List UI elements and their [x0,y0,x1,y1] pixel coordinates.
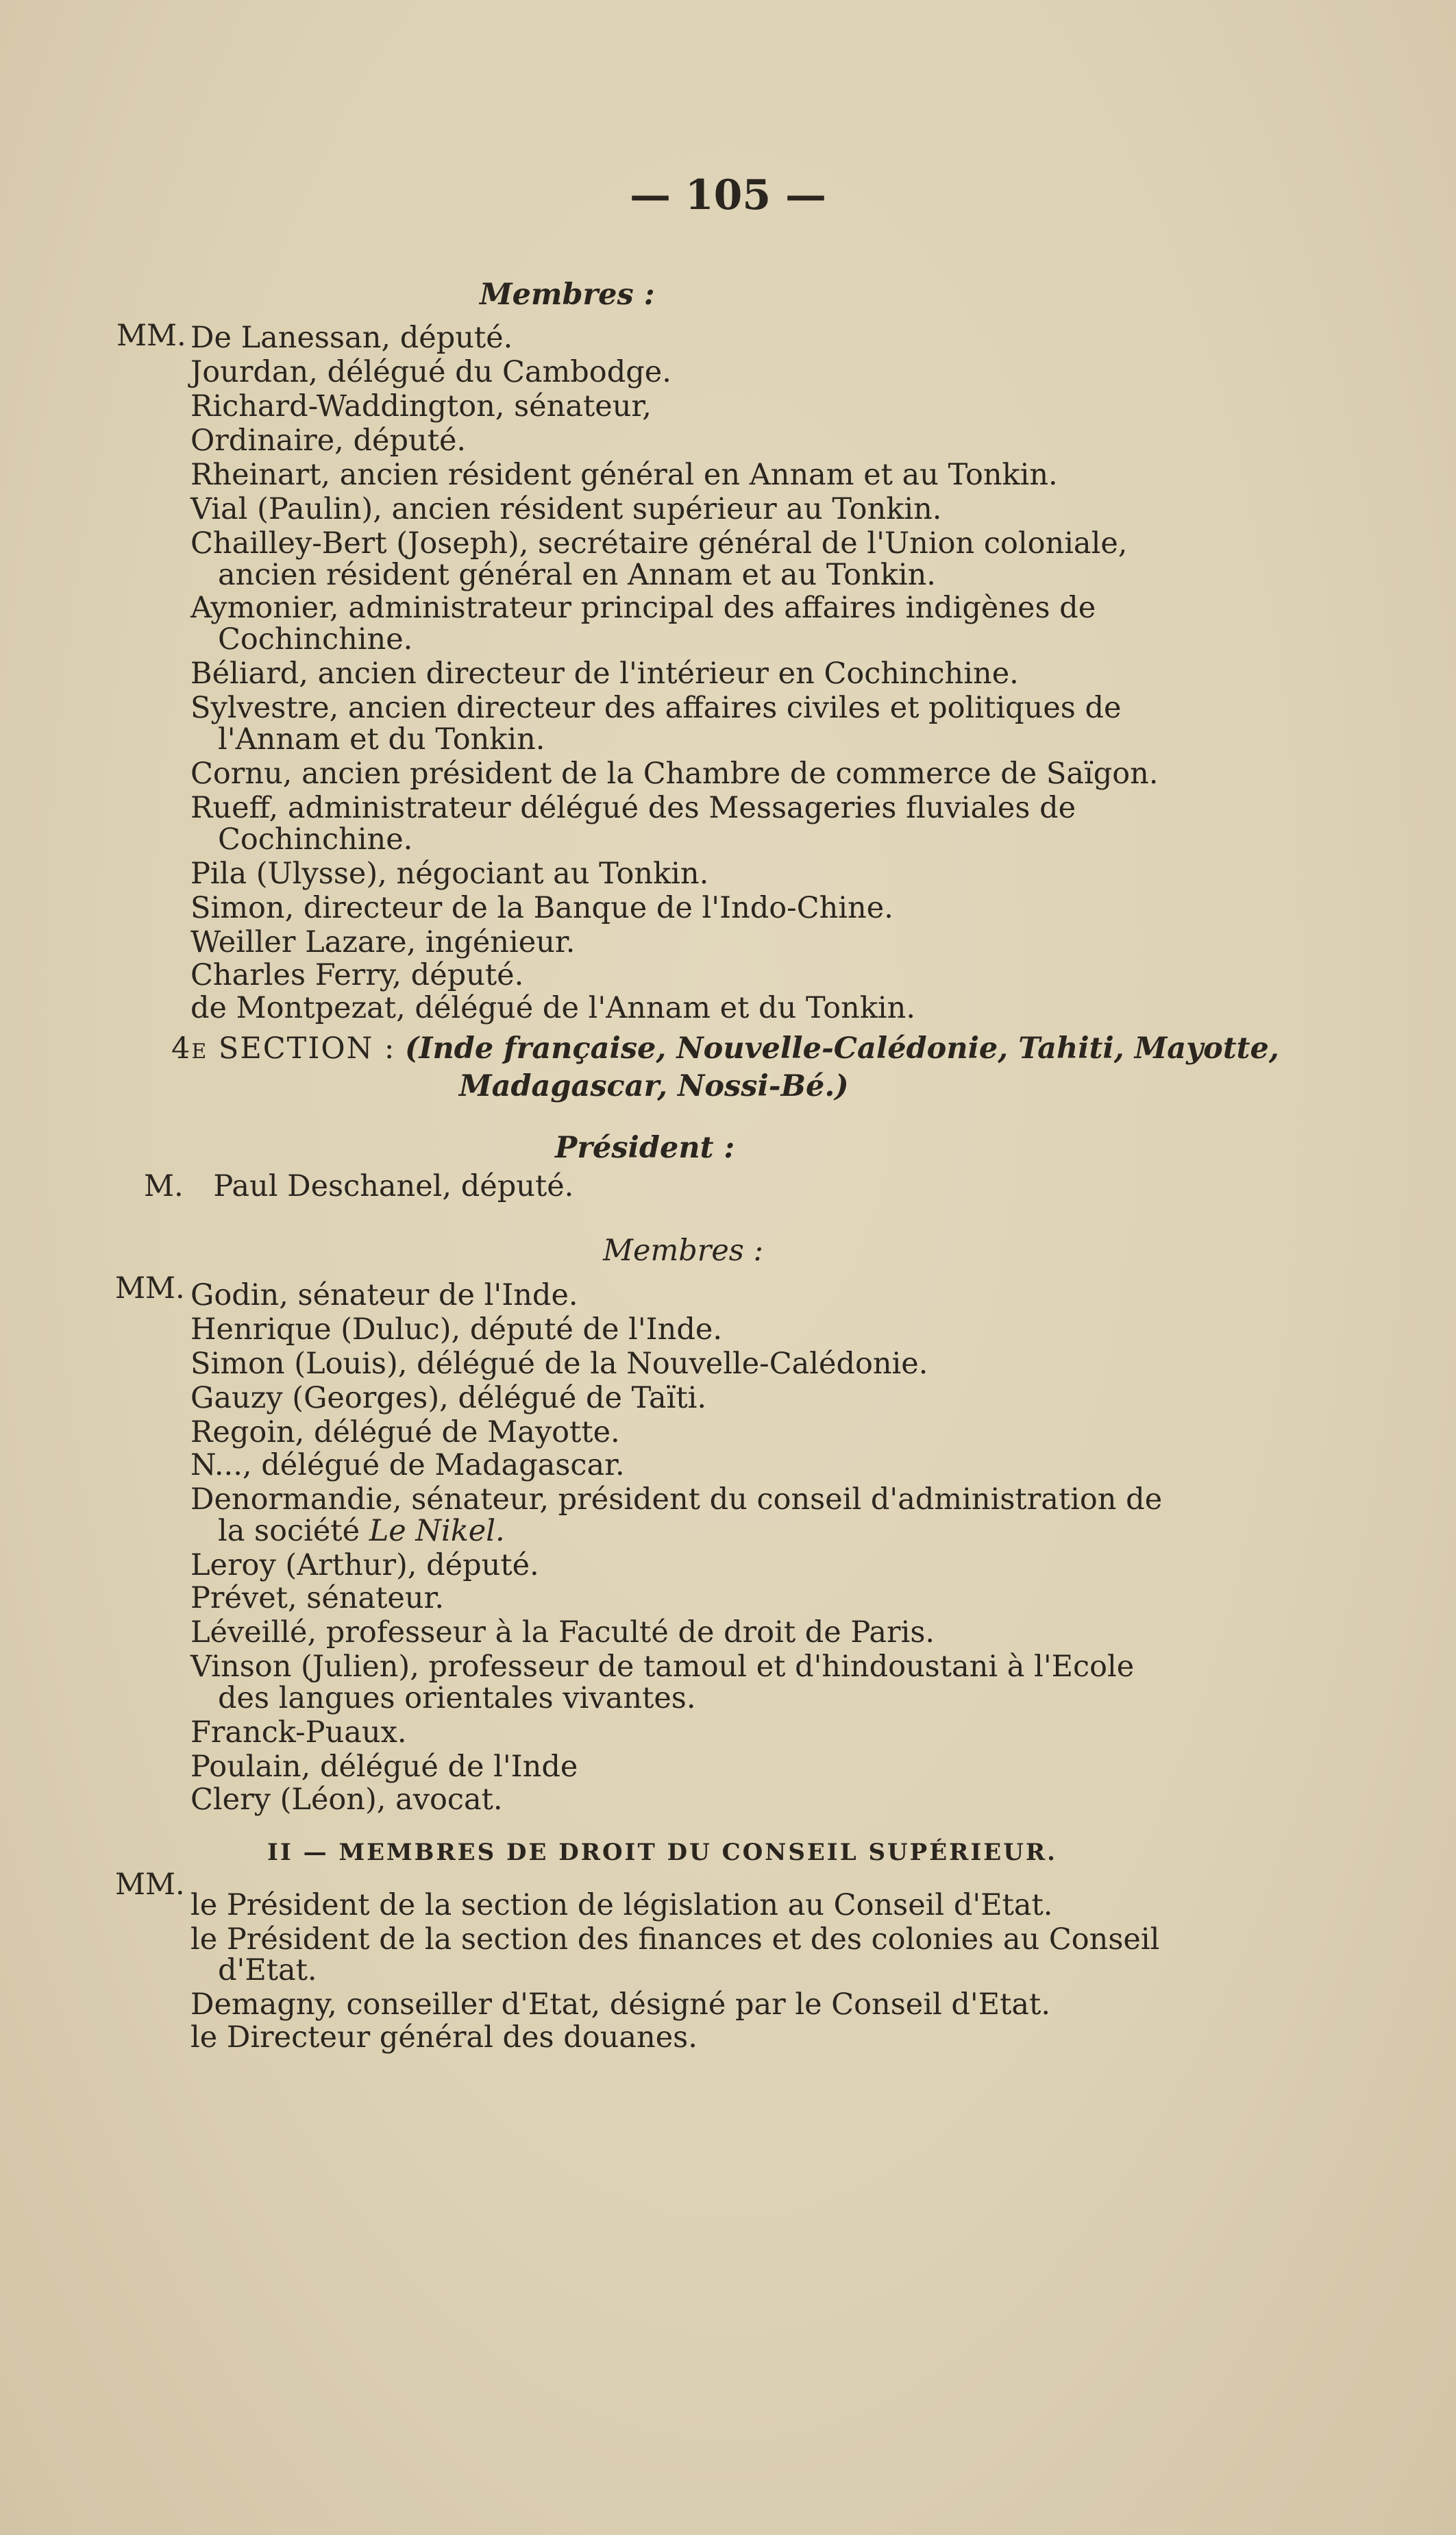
member-line: Franck-Puaux. [190,1715,407,1750]
member-line: Henrique (Duluc), député de l'Inde. [190,1312,722,1347]
member-line: Pila (Ulysse), négociant au Tonkin. [190,857,709,891]
member-line: Clery (Léon), avocat. [190,1783,503,1817]
member-line: N..., délégué de Madagascar. [190,1448,625,1482]
member-line: Sylvestre, ancien directeur des affaires civiles et politiques de [190,691,1122,725]
mm-prefix: MM. [116,319,186,353]
mm-prefix: MM. [115,1867,185,1902]
member-line: Poulain, délégué de l'Inde [190,1750,578,1784]
member-line: Aymonier, administrateur principal des affaires indigènes de [190,591,1096,625]
member-line: Gauzy (Georges), délégué de Taïti. [190,1381,707,1415]
member-line-text: la société [218,1514,369,1548]
section-title-line1: (Inde française, Nouvelle-Calédonie, Tahiti, Mayotte, [405,1031,1279,1066]
president-name: Paul Deschanel, député. [213,1169,574,1203]
member-line: Simon, directeur de la Banque de l'Indo-Chine. [190,891,893,925]
part-ii-heading: II — MEMBRES DE DROIT DU CONSEIL SUPÉRIEUR. [267,1839,1057,1866]
member-line: le Président de la section des finances et des colonies au Conseil [190,1922,1160,1957]
president-line [144,1169,573,1203]
president-prefix: M. [144,1169,184,1203]
member-line: Léveillé, professeur à la Faculté de droit de Paris. [190,1615,935,1650]
president-heading: Président : [555,1131,735,1165]
member-line-continued: ancien résident général en Annam et au Tonkin. [218,558,936,592]
section-label: 4e SECTION : [171,1031,396,1066]
page-number: — 105 — [629,171,827,219]
member-line: Vinson (Julien), professeur de tamoul et d'hindoustani à l'Ecole [190,1650,1135,1684]
member-line: Prévet, sénateur. [190,1581,445,1615]
section-title-line2: Madagascar, Nossi-Bé.) [459,1069,849,1103]
member-line: Béliard, ancien directeur de l'intérieur en Cochinchine. [190,657,1019,691]
member-line: Regoin, délégué de Mayotte. [190,1415,620,1449]
member-line-continued: Cochinchine. [218,622,413,657]
section-title-line2-wrap [459,1069,849,1103]
member-line: Simon (Louis), délégué de la Nouvelle-Calédonie. [190,1347,928,1381]
members-heading: Membres : [603,1234,764,1268]
member-line: Rheinart, ancien résident général en Annam et au Tonkin. [190,458,1058,492]
member-line: De Lanessan, député. [190,321,513,355]
member-line: Weiller Lazare, ingénieur. [190,925,576,959]
member-line: Demagny, conseiller d'Etat, désigné par le Conseil d'Etat. [190,1987,1050,2022]
member-line: de Montpezat, délégué de l'Annam et du Tonkin. [190,991,916,1025]
member-line: Denormandie, sénateur, président du conseil d'administration de [190,1482,1163,1517]
section-title [171,1031,1279,1066]
member-line-continued [218,1514,505,1548]
member-line-continued: Cochinchine. [218,822,413,857]
nikel-title: Le Nikel. [369,1514,505,1548]
member-line: Chailley-Bert (Joseph), secrétaire général de l'Union coloniale, [190,526,1128,561]
member-line: Ordinaire, député. [190,424,467,458]
member-line: le Président de la section de législation au Conseil d'Etat. [190,1888,1053,1922]
member-line: Charles Ferry, député. [190,958,524,992]
member-line: le Directeur général des douanes. [190,2020,698,2055]
member-line: Jourdan, délégué du Cambodge. [190,355,671,389]
member-line-continued: l'Annam et du Tonkin. [218,722,545,757]
member-line: Vial (Paulin), ancien résident supérieur au Tonkin. [190,492,942,526]
member-line-continued: d'Etat. [218,1953,317,1987]
member-line: Rueff, administrateur délégué des Messageries fluviales de [190,791,1076,825]
member-line: Cornu, ancien président de la Chambre de commerce de Saïgon. [190,757,1159,791]
member-line: Richard-Waddington, sénateur, [190,389,652,424]
members-heading: Membres : [480,278,655,312]
member-line-continued: des langues orientales vivantes. [218,1681,696,1715]
member-line: Godin, sénateur de l'Inde. [190,1278,578,1312]
member-line: Leroy (Arthur), député. [190,1548,539,1582]
mm-prefix: MM. [115,1271,185,1306]
